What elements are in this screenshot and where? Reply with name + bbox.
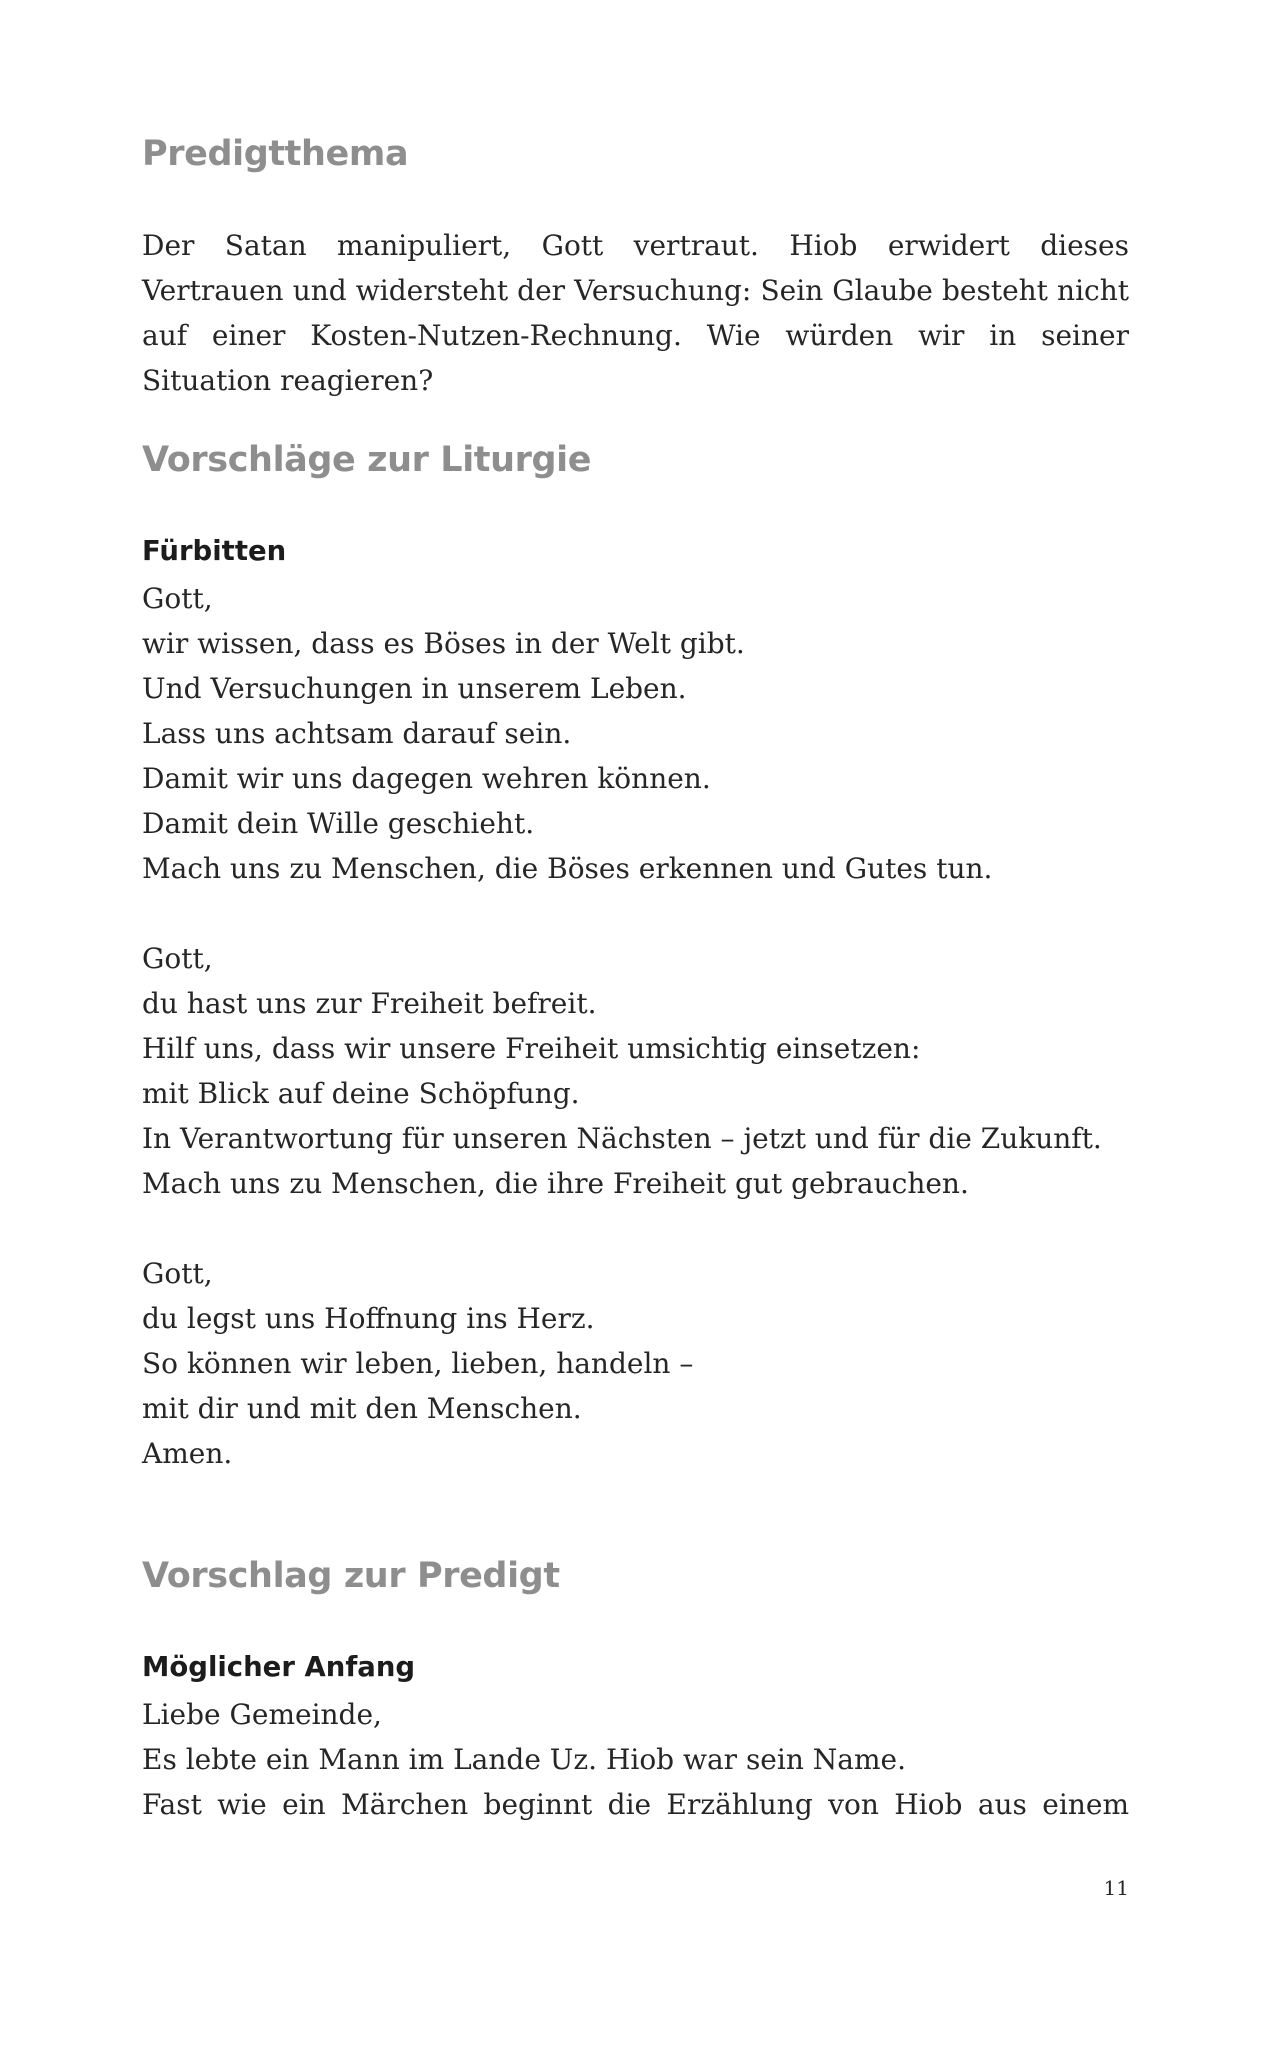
- heading-predigtthema: Predigtthema: [142, 134, 409, 174]
- heading-liturgie: Vorschläge zur Liturgie: [142, 440, 592, 480]
- document-page: [142, 0, 1129, 2048]
- heading-predigt: Vorschlag zur Predigt: [142, 1556, 560, 1596]
- fuerbitte-line: du legst uns Hoffnung ins Herz.: [142, 1302, 595, 1335]
- fuerbitte-line: mit dir und mit den Menschen.: [142, 1392, 582, 1425]
- fuerbitte-line: Gott,: [142, 582, 213, 615]
- subheading-moeglicher-anfang: Möglicher Anfang: [142, 1651, 416, 1683]
- fuerbitte-line: Gott,: [142, 1257, 213, 1290]
- fuerbitte-line: In Verantwortung für unseren Nächsten – jetzt und für die Zukunft.: [142, 1122, 1102, 1155]
- predigt-line: Es lebte ein Mann im Lande Uz. Hiob war sein Name.: [142, 1743, 906, 1776]
- subheading-fuerbitten: Fürbitten: [142, 535, 287, 567]
- fuerbitte-line: Damit dein Wille geschieht.: [142, 807, 535, 840]
- fuerbitte-line: du hast uns zur Freiheit befreit.: [142, 987, 597, 1020]
- predigtthema-text: Der Satan manipuliert, Gott vertraut. Hiob erwidert dieses Vertrauen und widersteht der Versuchung: Sein Glaube besteht nicht auf einer Kosten-Nutzen-Rechnung. Wie würden wir in seiner Situation reagieren?: [142, 229, 1129, 397]
- fuerbitte-line: mit Blick auf deine Schöpfung.: [142, 1077, 580, 1110]
- page-number: 11: [1103, 1876, 1129, 1900]
- fuerbitte-line: Amen.: [142, 1437, 233, 1470]
- fuerbitte-line: So können wir leben, lieben, handeln –: [142, 1347, 694, 1380]
- predigt-line: Fast wie ein Märchen beginnt die Erzählung von Hiob aus einem: [142, 1788, 1129, 1821]
- fuerbitte-line: Gott,: [142, 942, 213, 975]
- fuerbitte-line: Lass uns achtsam darauf sein.: [142, 717, 572, 750]
- fuerbitte-line: Und Versuchungen in unserem Leben.: [142, 672, 687, 705]
- fuerbitte-line: Damit wir uns dagegen wehren können.: [142, 762, 711, 795]
- predigt-line: Liebe Gemeinde,: [142, 1698, 382, 1731]
- fuerbitte-line: Hilf uns, dass wir unsere Freiheit umsichtig einsetzen:: [142, 1032, 921, 1065]
- fuerbitte-line: Mach uns zu Menschen, die ihre Freiheit gut gebrauchen.: [142, 1167, 969, 1200]
- fuerbitte-line: wir wissen, dass es Böses in der Welt gibt.: [142, 627, 745, 660]
- fuerbitte-line: Mach uns zu Menschen, die Böses erkennen und Gutes tun.: [142, 852, 993, 885]
